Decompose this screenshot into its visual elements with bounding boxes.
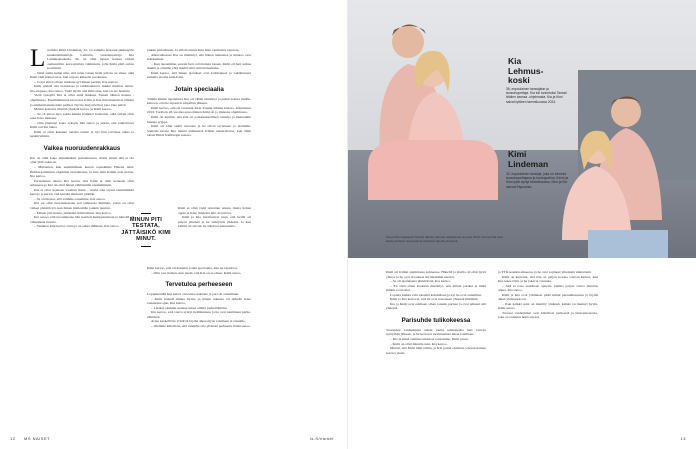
man-head (392, 26, 424, 58)
right-page (348, 0, 696, 449)
paragraph: Tämän Kimin tapaamista Kia oli vähän miettinyt ja puhui asiasta muille, kertoen, että he tapasivat kilpailun jälkeen. (147, 96, 251, 106)
paragraph: – Kimi on ollut minulle tuki, Kia kertoo. (390, 341, 448, 346)
paragraph: – Muistelen, kun ensimmäisen kerran tapasimme Helena Ahti-Hallberg-nimisen ohjelman tuotannossa, ja kun näin Kimin ensi kertaa, Kia kertoo. (30, 165, 134, 179)
paragraph: Kia kertoo, että vauva syntyi helmikuussa ja he ovat nauttineet perhe-elämästä. (147, 310, 251, 319)
paragraph: – Kimi kohteli minua hyvin, ja hänen tukensa oli tärkeää koko raskauden ajan, Kia kertoo. (147, 296, 251, 306)
paragraph: Kia sanoo, että nuorempana hän koetteli kumppaneitaan ja hänellä oli vaikeuksia luottaa. (30, 215, 134, 224)
paragraph: Kimi kertoo, että oli kokenut jotain speciaalia, kun he tapasivat. (147, 266, 238, 270)
paragraph: Loppukesällä Kia kertoi olevansa raskaana ja pari oli onnellinen. (147, 292, 240, 297)
dropcap: L (30, 48, 46, 72)
paragraph: – En ollut sitten koskaan miettinyt, että tulisin pariksi ja mikä minun rooli olisi. (386, 283, 486, 293)
paragraph: Kimi oli Kimin aiemmassa suhteessa. Hänellä ja Kialla oli ollut hyvä yhteys ja he ovat tavanneet myöhemmin useasti. (386, 270, 486, 279)
right-column-1 (386, 270, 486, 430)
paragraph: – Se oli ainoa tapa saada kaikki hommat hoidettua, eikä silloin ollut edes Kiaa mukana. (30, 111, 134, 121)
paragraph: Lopulta kaikki vain loksahti kohdalleen ja nyt he ovat onnellisia. (390, 292, 483, 297)
paragraph: Murtui, että Kimi lähti töihin, ja Kia joutui olemaan vauvan kanssa kotona yksin. (386, 346, 486, 355)
paragraph: Alkuvaiheessa Kia on miettinyt, että hänen tunteensa ja muutos ovat kohdanneet. (147, 52, 251, 62)
photo-caption: Kia ja Kimi tapasivat Tanssii tähtien kanssa -kilpailussa vuonna 2019. Kimi ja Kia ovat iloisia perheen kasvusta ja nauttivat arjesta yhdessä. (386, 235, 503, 243)
section-heading: Parisuhde tulikokeessa (401, 316, 471, 324)
right-column-2 (498, 270, 598, 430)
paragraph: Kimi kertoo, että oli tavannut Kian Tanssii tähtien kanssa -kilpailussa 2019. Tuolloin 26-vuotias espoolainen Kimi oli jo mukana ohjelmassa. (147, 105, 251, 115)
page-number-right: 13 (680, 436, 686, 441)
kimi-bio: 32, espoolainen tanssija, joka on toiminut tanssinopettajana ja koreografina. Kimin ja Kian tytär syntyi tammikuussa. Kimi ja Kia asuvat Espoossa. (506, 172, 569, 189)
paragraph: Kimi ja Kia huomasivat pian, että heillä oli paljon yhteistä ja he viihtyivät yhdessä. Ja kun kaikki oli selvää, he alkoivat seurustella. (178, 215, 251, 229)
paragraph: Kia ei ollut koskaan vaatinut ikinä – mutta toki tapasi ensimmäisiä kertoja ja kertoi, että kiertää mielessä pitkään. (30, 187, 134, 197)
paragraph: – Sisäinen ääni kertoi, että nyt on oikea ihminen, Kia sanoo. (34, 224, 120, 229)
paragraph: Kimi ja Kia kertovat, että he ovat kasvaneet yhdessä ihmisinä. (390, 297, 479, 302)
paragraph: ja TTK-kauden alkaessa, ja he ovat sopineet yhteisistä säännöistä. (498, 270, 592, 274)
paragraph: Kimi oli ollut siellä vieraana ja he olivat tavanneet jo aiemmin. Samalla kertaa Kia muisti nähneensä Kimin tanssi-illassa, kun tämä tanssi Heidi Sohlbergin kanssa. (147, 124, 251, 138)
kia-name: Kia Lehmus- koski (508, 56, 544, 85)
paragraph: Tuoreiden vanhempien suhde joutui tulikokeelle heti vauvan syntymän jälkeen, ja he kertovat tarvinneensa aikaa toisilleen. (386, 327, 486, 337)
section-heading: Jotain speciaalia (174, 85, 224, 93)
paragraph: Parisuhteen alussa Kia kertoi, että Kimi ei ollut koskaan ollut suhteessa ja Kia oli ollut hänen elämässään ensimmäinen. (30, 178, 134, 188)
paragraph: Kimi on kertonut, että hän on paljon kotona vauvan kanssa, kun Kia tekee töitä, ja he jakavat vastuuta. (498, 274, 598, 284)
paragraph: – Kia ja minä olemme tukeneet toisiamme, Kimi sanoo. (390, 337, 470, 342)
paragraph: – Minun piti testata, jättäisikö Kimi minut, hän kertoo. (34, 210, 112, 215)
paragraph: Kia ja Kimi ovat edelleen olleet tanssin parissa ja ovat tehneet sitä yhdessä. (386, 301, 486, 311)
left-column-1 (30, 48, 134, 428)
paragraph: Kia on ollut nuoruudestaan asti suhteessa ihmisiin, joista on ollut vaikea päästää irti, kun hänen mielestään jotakin puuttui. (30, 201, 134, 210)
jeans (588, 230, 668, 258)
paragraph: Kimi oli kuullut, että Kia on poikkeuksellinen tanssija ja muutenkin hauska tyyppi. (147, 115, 251, 124)
paragraph: Vielä syksyllä Kia ei ollut enää mukana Tanssii tähtien kanssa -ohjelmassa. Ensimmäisessä kierrossa Kimi ja Kia ilmoittautuivat tähtien ja ammattitanssijoiden pariksi. Nyt he harjoittelivat jopa joka päivä. (30, 93, 134, 107)
page-number-left: 12 (10, 436, 16, 441)
magazine-label: MS NAISET (24, 436, 51, 441)
pull-quote: MINUN PITI TESTATA, JÄTTÄISIKÖ KIMI MINUT. (120, 210, 172, 250)
paragraph: – Se oli ajatuksena jännittävää, Kia kertoo. (390, 279, 451, 284)
paragraph: Arjen keskellä he yrittävät löytää aikaa myös toisilleen ja tanssille. (151, 319, 246, 324)
paragraph: – Olin jännänyt koko syksyn, hän sanoo ja jatkaa, että rauhoittava Kimi tarvitsi tukea. (30, 120, 134, 130)
couple-photo-illustration (348, 0, 696, 258)
paragraph: Kimi kertoo, että hänen ajatukset ovat kohdanneet ja vakiintuneet samalla tavalla kuin Kian. (147, 70, 251, 80)
paragraph: – Kun tapasimme, sanoin heti, että haluan lapsen. Kimi oli heti samaa mieltä ja olimme yhtä mieltä siitä, mitä haluamme. (147, 61, 251, 71)
paragraph: Kia on ollut koko aikuisikänsä parisuhteessa, mutta ennen tätä ei ole ollut yhtä vakavaa. (30, 155, 134, 165)
website-label: is.fi/naiset (310, 436, 334, 441)
paragraph: – Olin tosi iloinen, kun tiesin, että Kia on se oikea, Kimi sanoo. (151, 270, 242, 275)
paragraph: – Sitä ei osaa etukäteen ajatella, kuinka paljon vauva muuttaa arkea, Kia sanoo. (498, 283, 598, 293)
left-column-2-wrap (178, 206, 251, 264)
paragraph: – Kun kaikki asiat on mietitty yhdessä, kaikki on mennyt hyvin, Kimi sanoo. (498, 301, 598, 311)
paragraph: pitkän parisuhteen. Ja silloin tuntui kuin hain varmuutta lapsesta. (147, 48, 240, 52)
paragraph: – Siinä aamu kuluu niin, että tulee toinen hetki jolloin on aikaa, eikä Kimi ehdi kantaa ulos, kun tarjoaa kiireelle puoleensa. (30, 70, 134, 80)
left-column-2-bottom (147, 266, 251, 428)
section-heading: Tervetuloa perheeseen (165, 281, 233, 289)
intro-paragraph: Luomisa Kimi Lindeman, 32, on aamulla hoitanut pikkutytön kuukausimuistoja. Lumulla, tanssinopettaja Kia Lehmuskoskella, 36, on ollut lapsen kanssa tärkeä aamurutiini, koreografian valmistelu, jolle Kimi ehtii auttaa kotitöissä. (30, 48, 134, 72)
paragraph: Kimi ja Kia ovat yrittäneet pitää kiinni parisuhteestaan ja löytää aikaa yhdessäoloon. (498, 292, 598, 302)
paragraph: Tuoreet vanhemmat ovat kiitollisia perheestä ja tukiverkostosta, joka on auttanut heitä arjessa. (498, 310, 598, 320)
kimi-name: Kimi Lindeman (508, 149, 549, 169)
paragraph: Kimi ei ollut kokenut tanssia ennen ja nyt hän tarvitsee aikaa ja keskittymistä. (30, 129, 134, 139)
paragraph: Kimi tykkää olla teatterissa ja taidekoulussa, minkä muistaa tanssi-ilta-sarjassa, Kia sanoo. Vielä hyvin olla fiilis aina, kun on iso homma. (30, 84, 134, 93)
man2-head (611, 97, 641, 127)
paragraph: – Lisäksi olemme saaneet tukea omilta perheiltämme. (151, 305, 228, 310)
section-heading: Vaikea nuoruudenrakkaus (43, 144, 121, 152)
paragraph: – Olemme kiitollisia, että saamme olla yhdessä perheenä, Kimi sanoo. (151, 323, 251, 328)
left-column-2-top (147, 48, 251, 210)
pink-chair (368, 140, 498, 200)
paragraph: Mörkö-kotisivu näyttää yhteistä kuvaa, ja Kimi kertoo. (34, 107, 113, 112)
paragraph: – Se on hienoa, että saimme toisemme, Kia sanoo. (34, 196, 106, 201)
paragraph: – Ja nyt sitten ollaan mukana nyt hänen perään, Kia nauraa. (34, 79, 119, 84)
paragraph: Kimi ei ollut vielä tanssinut ennen, mutta halusi oppia ja Kian mielestä hän oli taitava. (178, 206, 251, 215)
couple-photo (348, 0, 696, 258)
kia-bio: 36, espoolainen tanssijatar ja tanssinopettaja. Kia tuli tunnetuksi Tanssii tähtien kanssa -ohjelmasta. Kia ja Kimi saivat tyttären tammikuussa 2024. (506, 87, 567, 104)
